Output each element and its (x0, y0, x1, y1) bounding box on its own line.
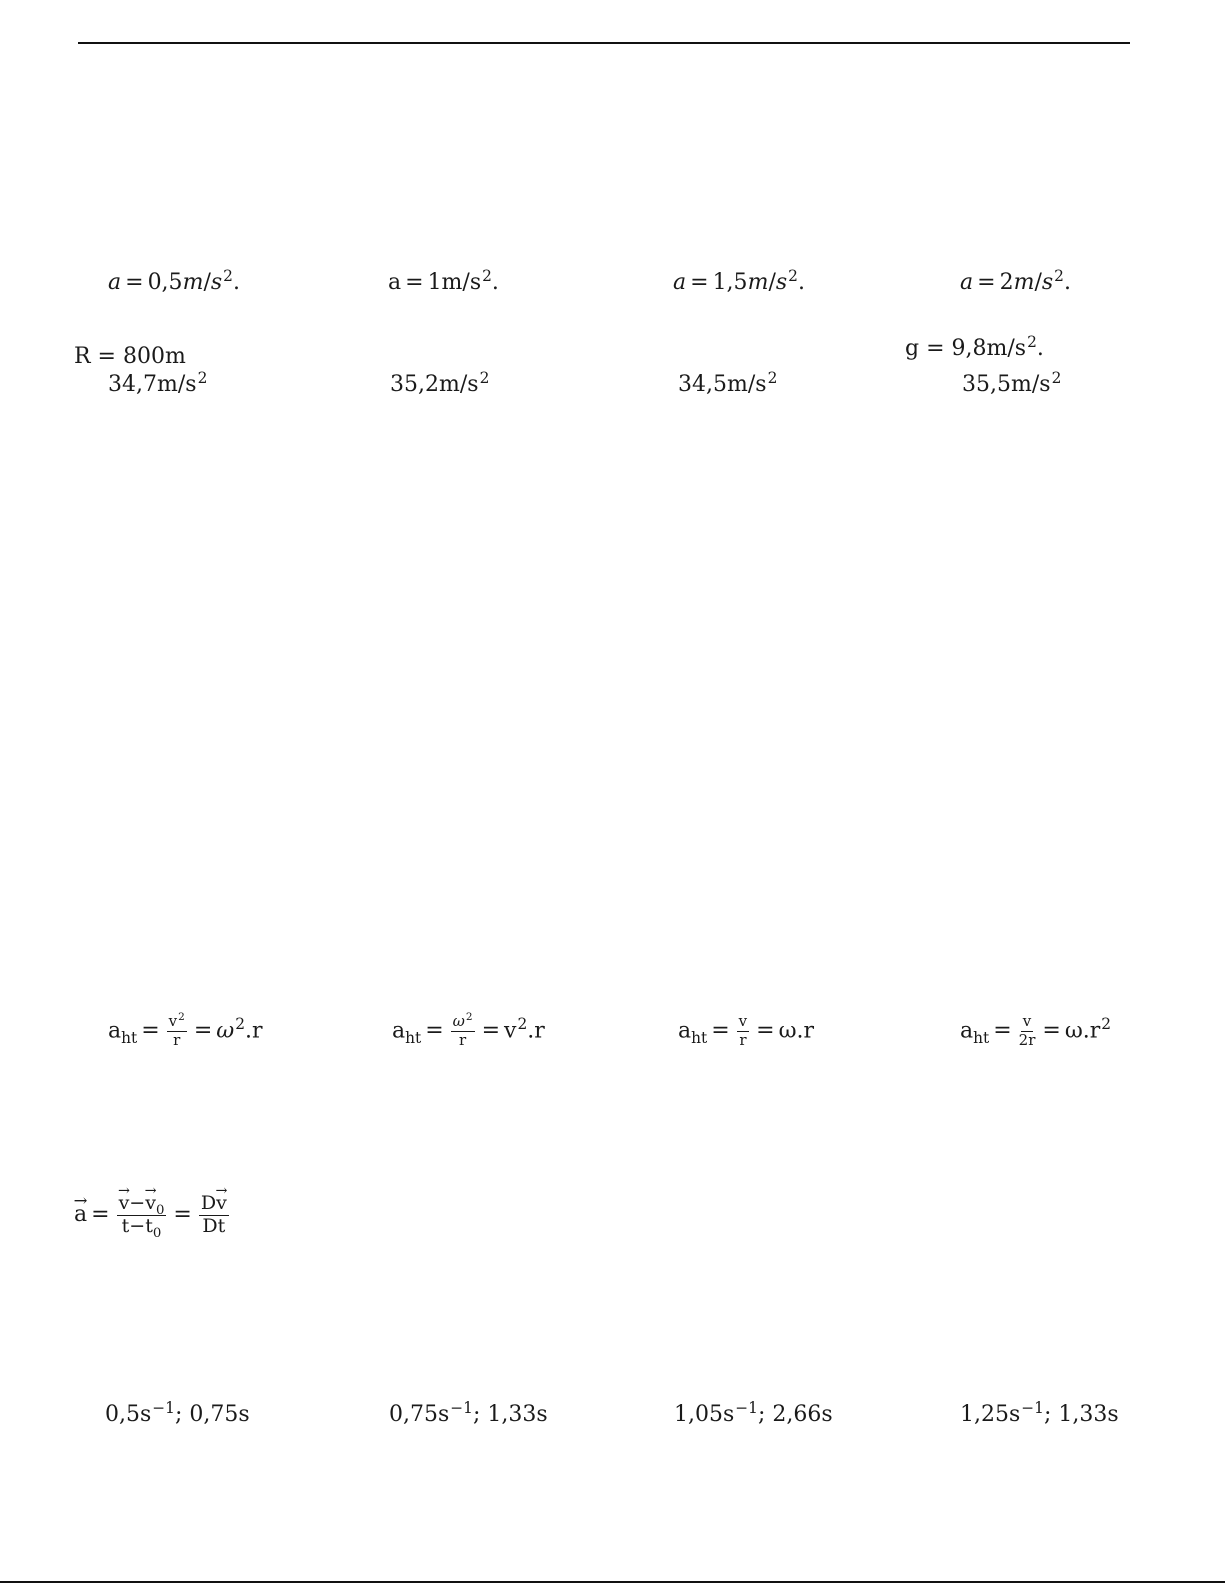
q3-option-b: $a_{ht}$ = $\frac{\omega^2}{r}$ = $v^2.r$ (392, 1011, 545, 1049)
q1-option-d: $a = 2m/s^2$. (960, 266, 1071, 295)
acceleration-formula: → a = → $\frac{v-\to v_0}{t-t_0}$ = $\frac{D\to v}{Dt}$ (74, 1194, 232, 1237)
q1-option-c: $a = 1,5m/s^2$. (673, 266, 805, 295)
bottom-rule (0, 1581, 1225, 1583)
q4-option-c: $1,05s^{-1}$; 2,66s (674, 1398, 833, 1427)
q4-option-d: $1,25s^{-1}$; 1,33s (960, 1398, 1119, 1427)
q2-option-c: $34,5m/s^2$ (678, 368, 778, 397)
q2-given-radius: R = 800m (74, 344, 186, 369)
q4-option-a: $0,5s^{-1}$; 0,75s (105, 1398, 250, 1427)
q3-option-c: $a_{ht}$ = $\frac{v}{r}$ = ω.r (678, 1012, 815, 1049)
q1-option-a: $a = 0,5m/s^2$. (108, 266, 240, 295)
q4-option-b: $0,75s^{-1}$; 1,33s (389, 1398, 548, 1427)
q3-option-d: $a_{ht}$ = $\frac{v}{2r}$ = $\omega.r^2$ (960, 1012, 1112, 1049)
q2-option-d: $35,5m/s^2$ (962, 368, 1062, 397)
top-rule (78, 42, 1130, 44)
q2-option-b: $35,2m/s^2$ (390, 368, 490, 397)
q1-option-b: $a = 1m/s^2$. (388, 266, 499, 295)
q3-option-a: $a_{ht}$ = $\frac{v^2}{r}$ = $\omega^2.r$ (108, 1011, 263, 1049)
q2-option-a: $34,7m/s^2$ (108, 368, 208, 397)
q2-given-gravity: $g = 9,8m/s^2$. (905, 332, 1044, 361)
